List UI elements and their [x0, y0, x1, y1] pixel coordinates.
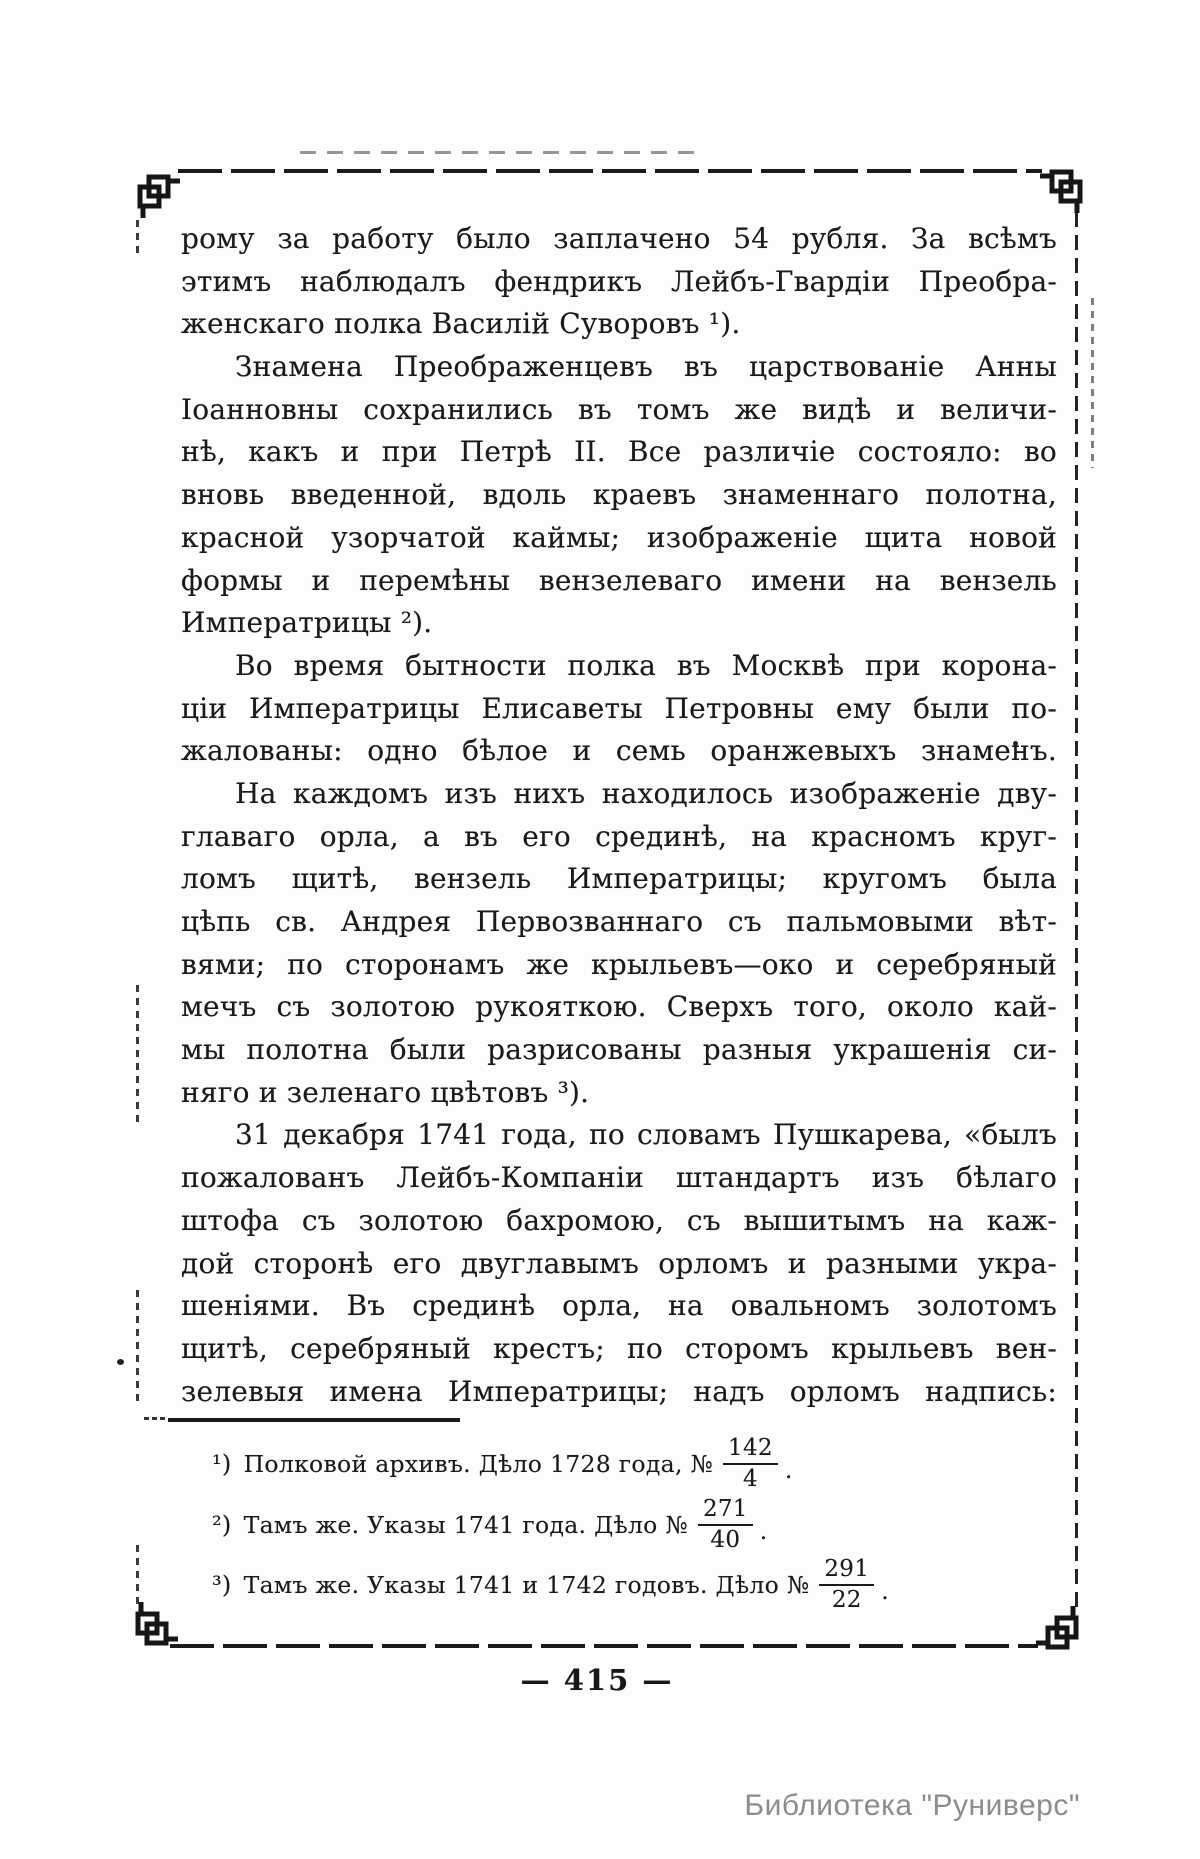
footnote-text: Тамъ же. Указы 1741 и 1742 годовъ. Дѣло № [243, 1571, 810, 1599]
body-text-line: штофа съ золотою бахромою, съ вышитымъ на каж- [181, 1203, 1057, 1237]
footnote-separator [168, 1418, 460, 1422]
right-border-outer-dashes [1091, 298, 1094, 468]
corner-ornament-bottom-left-icon [132, 1602, 178, 1648]
footnote-marker: ¹) [212, 1450, 232, 1478]
body-text-line: пожалованъ Лейбъ-Компаніи штандартъ изъ бѣлаго [181, 1161, 1057, 1195]
footnote-text: Полковой архивъ. Дѣло 1728 года, № [243, 1450, 714, 1478]
body-text-line: вновь введенной, вдоль краевъ знаменнаго полотна, [181, 478, 1057, 512]
left-border-segment [136, 1545, 139, 1607]
ink-speck [117, 1359, 124, 1365]
left-border-segment [136, 220, 139, 256]
left-border-segment [136, 985, 139, 1125]
footnote-period: . [784, 1456, 793, 1484]
footnote-fraction [819, 1557, 874, 1613]
bottom-border [170, 1644, 1038, 1648]
footnote-marker: ²) [212, 1511, 232, 1539]
left-border-segment [136, 1290, 139, 1402]
footnote-separator-lead-dashes [144, 1417, 166, 1420]
page-number: — 415 — [520, 1663, 674, 1697]
fraction-numerator: 291 [819, 1557, 874, 1586]
fraction-denominator: 40 [710, 1527, 741, 1553]
body-text-line: женскаго полка Василій Суворовъ ¹). [181, 307, 741, 341]
body-text-line: ціи Императрицы Елисаветы Петровны ему были по- [181, 691, 1057, 725]
body-text-line: няго и зеленаго цвѣтовъ ³). [181, 1075, 590, 1109]
body-text-line: шеніями. Въ срединѣ орла, на овальномъ золотомъ [181, 1289, 1057, 1323]
top-border [178, 169, 1042, 173]
body-text-line: ломъ щитѣ, вензель Императрицы; кругомъ была [181, 862, 1057, 896]
body-text-line: цѣпь св. Андрея Первозваннаго съ пальмовыми вѣт- [181, 905, 1057, 938]
corner-ornament-bottom-right-icon [1036, 1606, 1082, 1652]
body-text-line: вями; по сторонамъ же крыльевъ—око и серебряный [181, 947, 1057, 981]
body-text-line: Во время бытности полка въ Москвѣ при корона- [235, 648, 1057, 682]
body-text-line: 31 декабря 1741 года, по словамъ Пушкарева, «былъ [235, 1118, 1057, 1152]
footnote-period: . [881, 1577, 889, 1605]
library-watermark: Библиотека "Руниверс" [744, 1789, 1080, 1822]
body-text-line: этимъ наблюдалъ фендрикъ Лейбъ-Гвардіи Преобра- [181, 264, 1057, 298]
body-text-line: мы полотна были разрисованы разныя украшенія си- [181, 1033, 1057, 1067]
footnote [212, 1497, 768, 1553]
body-text-line: щитѣ, серебряный крестъ; по сторомъ крыльевъ вен- [181, 1331, 1057, 1365]
footnote [212, 1436, 793, 1492]
fraction-denominator: 4 [742, 1466, 758, 1492]
fraction-numerator: 271 [698, 1497, 753, 1526]
body-text-line: нѣ, какъ и при Петрѣ II. Все различіе состояло: во [181, 435, 1057, 469]
body-text-line: мечъ съ золотою рукояткою. Сверхъ того, около кай- [181, 990, 1057, 1024]
body-text-line: жалованы: одно бѣлое и семь оранжевыхъ знаменъ. [181, 734, 1057, 768]
body-text-line: Императрицы ²). [181, 606, 433, 640]
body-text-line: рому за работу было заплачено 54 рубля. За всѣмъ [181, 222, 1057, 255]
corner-ornament-top-right-icon [1040, 167, 1086, 213]
footnote [212, 1557, 889, 1613]
footnote-marker: ³) [212, 1571, 232, 1599]
body-text-line: формы и перемѣны вензелеваго имени на вензель [181, 563, 1057, 597]
body-text-line: Знамена Преображенцевъ въ царствованіе Анны [235, 350, 1057, 384]
footnote-text: Тамъ же. Указы 1741 года. Дѣло № [243, 1511, 688, 1539]
top-border-faint-dashes [300, 151, 700, 154]
body-text [181, 218, 1057, 1413]
body-text-line: дой сторонѣ его двуглавымъ орломъ и разными укра- [181, 1246, 1057, 1280]
footnote-period: . [759, 1517, 768, 1545]
body-text-line: Іоанновны сохранились въ томъ же видѣ и величи- [181, 392, 1057, 426]
footnote-fraction [723, 1436, 778, 1492]
fraction-denominator: 22 [831, 1587, 862, 1613]
body-text-line: главаго орла, а въ его срединѣ, на красномъ круг- [181, 819, 1057, 853]
corner-ornament-top-left-icon [134, 172, 180, 218]
body-text-line: На каждомъ изъ нихъ находилось изображеніе дву- [235, 776, 1057, 810]
footnote-fraction [698, 1497, 753, 1553]
body-text-line: зелевыя имена Императрицы; надъ орломъ надпись: [181, 1374, 1057, 1408]
body-text-line: красной узорчатой каймы; изображеніе щита новой [181, 520, 1057, 554]
right-border [1075, 212, 1078, 1612]
fraction-numerator: 142 [723, 1436, 778, 1465]
